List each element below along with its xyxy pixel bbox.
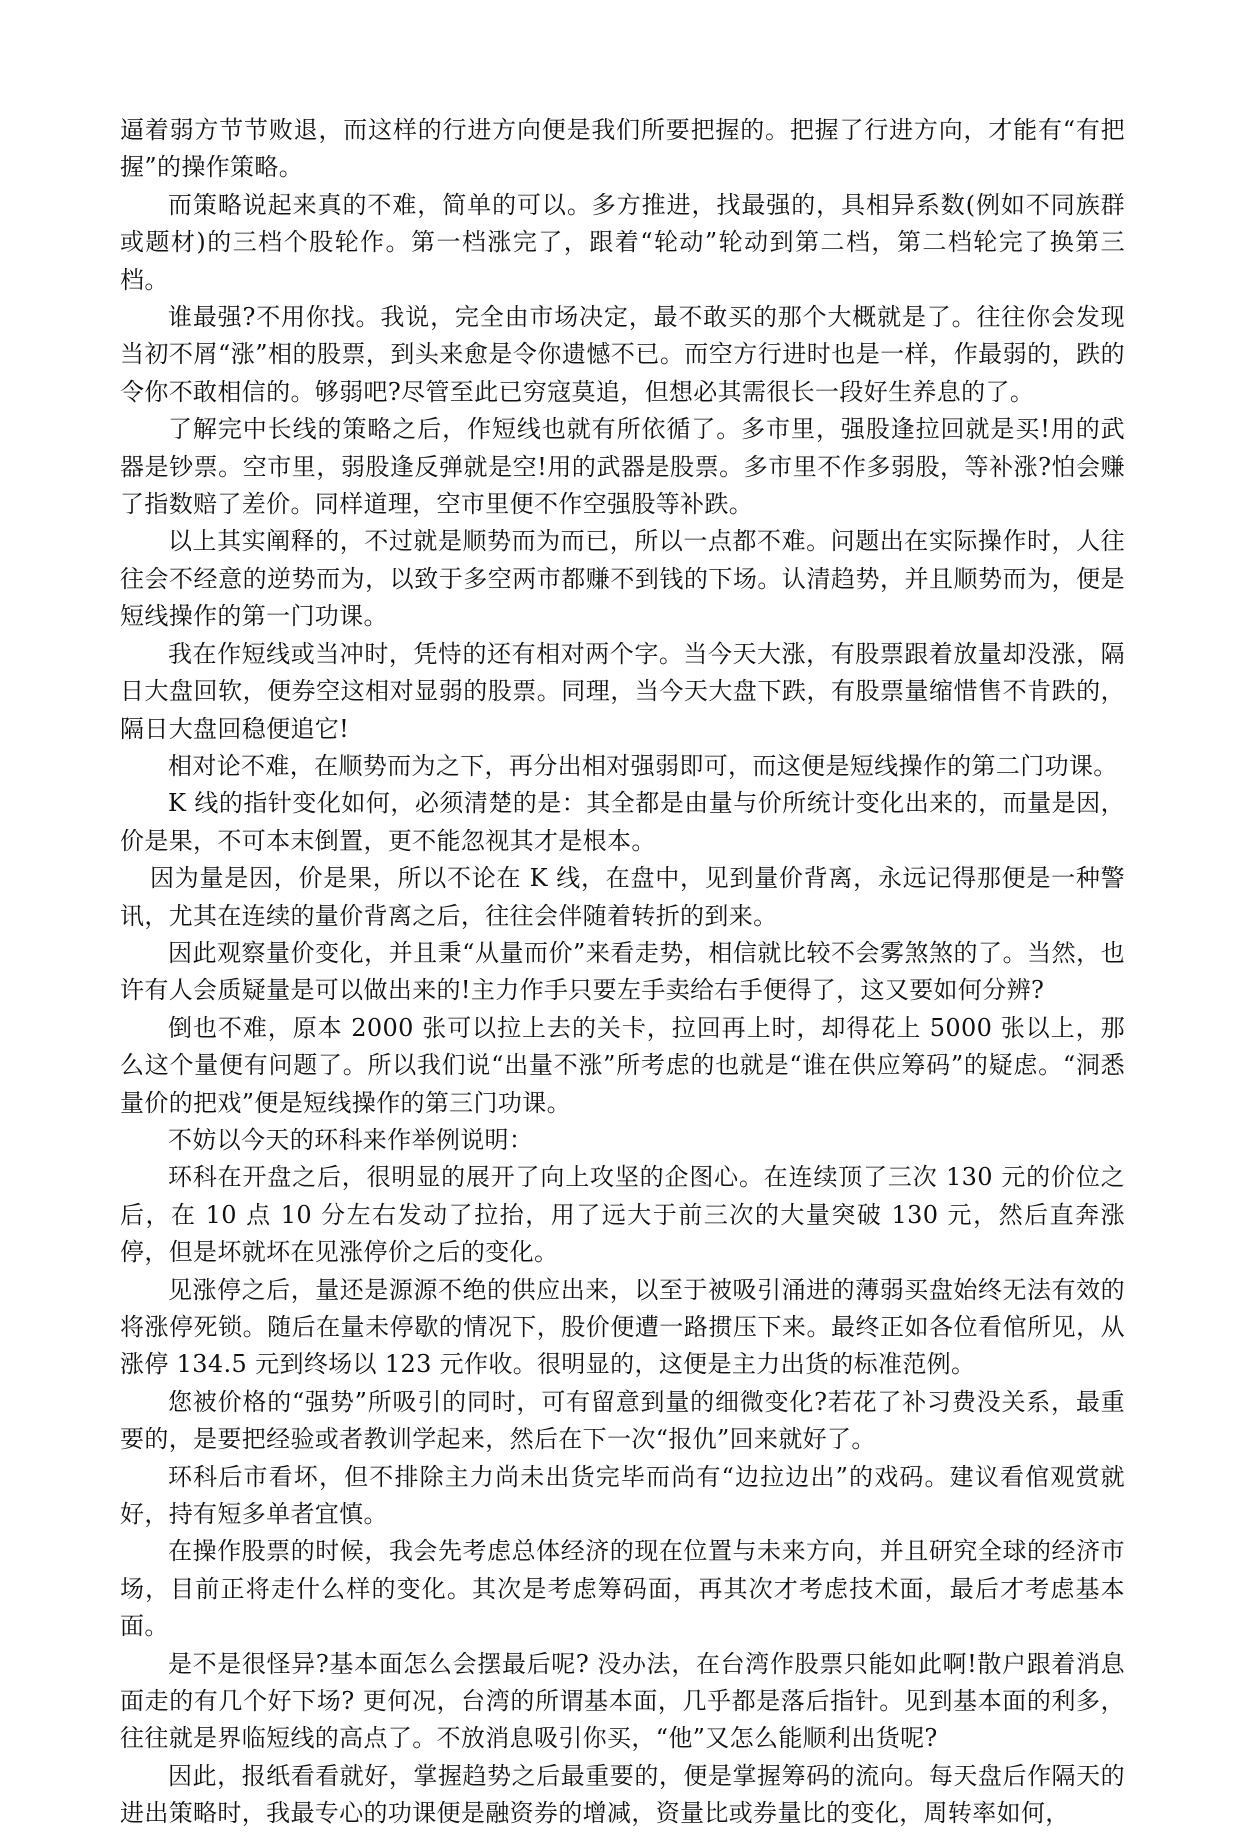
paragraph: 而策略说起来真的不难，简单的可以。多方推进，找最强的，具相异系数(例如不同族群或题材)的三档个股轮作。第一档涨完了，跟着“轮动”轮动到第二档，第二档轮完了换第三档。 bbox=[120, 190, 1125, 294]
paragraph: 逼着弱方节节败退，而这样的行进方向便是我们所要把握的。把握了行进方向，才能有“有把握”的操作策略。 bbox=[120, 116, 1125, 182]
paragraph: 相对论不难，在顺势而为之下，再分出相对强弱即可，而这便是短线操作的第二门功课。 bbox=[168, 751, 1118, 780]
paragraph: 在操作股票的时候，我会先考虑总体经济的现在位置与未来方向，并且研究全球的经济市场，目前正将走什么样的变化。其次是考虑筹码面，再其次才考虑技术面，最后才考虑基本面。 bbox=[120, 1537, 1125, 1641]
paragraph: 不妨以今天的环科来作举例说明： bbox=[168, 1125, 534, 1154]
document-page bbox=[120, 112, 1125, 1833]
paragraph: 因为量是因，价是果，所以不论在 K 线，在盘中，见到量价背离，永远记得那便是一种警讯，尤其在连续的量价背离之后，往往会伴随着转折的到来。 bbox=[120, 864, 1125, 930]
paragraph: 因此，报纸看看就好，掌握趋势之后最重要的，便是掌握筹码的流向。每天盘后作隔天的进出策略时，我最专心的功课便是融资券的增减，资量比或券量比的变化，周转率如何， bbox=[120, 1761, 1125, 1828]
paragraph: 见涨停之后，量还是源源不绝的供应出来，以至于被吸引涌进的薄弱买盘始终无法有效的将涨停死锁。随后在量未停歇的情况下，股价便遭一路掼压下来。最终正如各位看倌所见，从涨停 134.5 元到终场以 123 元作收。很明显的，这便是主力出货的标准范例。 bbox=[120, 1275, 1125, 1379]
paragraph: 我在作短线或当冲时，凭恃的还有相对两个字。当今天大涨，有股票跟着放量却没涨，隔日大盘回软，便券空这相对显弱的股票。同理，当今天大盘下跌，有股票量缩惜售不肯跌的，隔日大盘回稳便追它! bbox=[120, 639, 1125, 743]
paragraph: 您被价格的“强势”所吸引的同时，可有留意到量的细微变化?若花了补习费没关系，最重要的，是要把经验或者教训学起来，然后在下一次“报仇”回来就好了。 bbox=[120, 1387, 1125, 1454]
paragraph: 环科在开盘之后，很明显的展开了向上攻坚的企图心。在连续顶了三次 130 元的价位之后，在 10 点 10 分左右发动了拉抬，用了远大于前三次的大量突破 130 元，然后直奔涨停，但是坏就坏在见涨停价之后的变化。 bbox=[120, 1163, 1125, 1267]
paragraph: 了解完中长线的策略之后，作短线也就有所依循了。多市里，强股逢拉回就是买!用的武器是钞票。空市里，弱股逢反弹就是空!用的武器是股票。多市里不作多弱股，等补涨?怕会赚了指数赔了差价。同样道理，空市里便不作空强股等补跌。 bbox=[120, 415, 1125, 519]
paragraph: 因此观察量价变化，并且秉“从量而价”来看走势，相信就比较不会雾煞煞的了。当然，也许有人会质疑量是可以做出来的!主力作手只要左手卖给右手便得了，这又要如何分辨? bbox=[120, 938, 1125, 1005]
paragraph: 倒也不难，原本 2000 张可以拉上去的关卡，拉回再上时，却得花上 5000 张以上，那么这个量便有问题了。所以我们说“出量不涨”所考虑的也就是“谁在供应筹码”的疑虑。“洞悉量价的把戏”便是短线操作的第三门功课。 bbox=[120, 1013, 1125, 1117]
paragraph: 谁最强?不用你找。我说，完全由市场决定，最不敢买的那个大概就是了。往往你会发现当初不屑“涨”相的股票，到头来愈是令你遗憾不已。而空方行进时也是一样，作最弱的，跌的令你不敢相信的。够弱吧?尽管至此已穷寇莫追，但想必其需很长一段好生养息的了。 bbox=[120, 303, 1125, 406]
paragraph: 以上其实阐释的，不过就是顺势而为而已，所以一点都不难。问题出在实际操作时，人往往会不经意的逆势而为，以致于多空两市都赚不到钱的下场。认清趋势，并且顺势而为，便是短线操作的第一门功课。 bbox=[120, 527, 1125, 631]
paragraph: 环科后市看坏，但不排除主力尚未出货完毕而尚有“边拉边出”的戏码。建议看倌观赏就好，持有短多单者宜慎。 bbox=[120, 1462, 1125, 1529]
paragraph: K 线的指针变化如何，必须清楚的是：其全都是由量与价所统计变化出来的，而量是因，价是果，不可本末倒置，更不能忽视其才是根本。 bbox=[120, 789, 1125, 855]
paragraph: 是不是很怪异?基本面怎么会摆最后呢? 没办法，在台湾作股票只能如此啊!散户跟着消息面走的有几个好下场? 更何况，台湾的所谓基本面，几乎都是落后指针。见到基本面的利多，往往就是界临短线的高点了。不放消息吸引你买，“他”又怎么能顺利出货呢? bbox=[120, 1649, 1125, 1753]
